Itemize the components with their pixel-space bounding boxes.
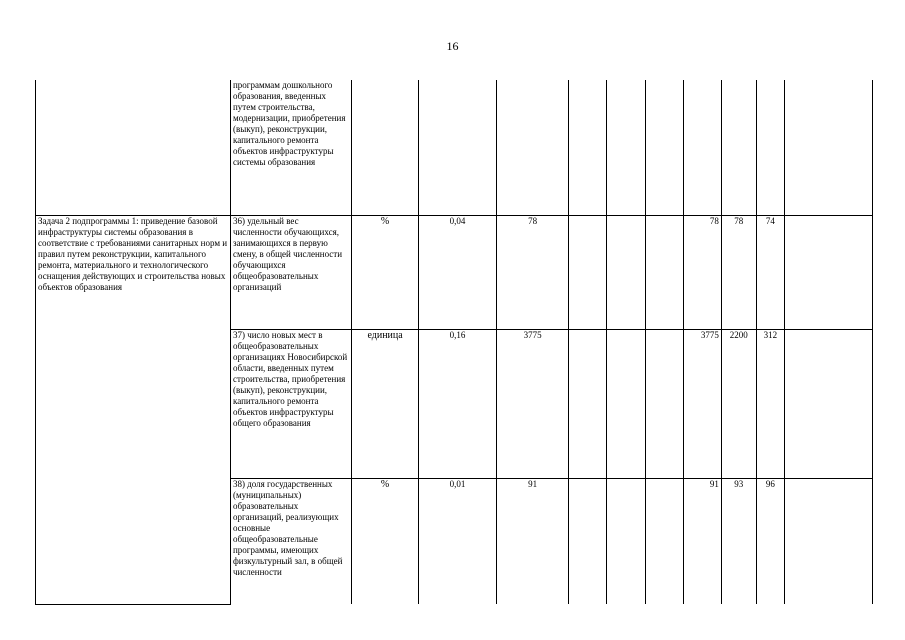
year-5-cell: 2200 [721, 329, 756, 478]
task-cell: Задача 2 подпрограммы 1: приведение базовой инфраструктуры системы образования в соответствие с требованиями санитарных норм и правил путем реконструкции, капитального ремонта, материального и технологического оснащения действующих и строительства новых объектов образования [36, 215, 231, 604]
unit-cell [352, 80, 418, 215]
year-2-cell [606, 478, 646, 604]
base-value-cell [497, 80, 568, 215]
year-4-cell [684, 80, 722, 215]
year-6-cell: 312 [756, 329, 785, 478]
year-1-cell [568, 478, 606, 604]
base-value-cell: 78 [497, 215, 568, 329]
indicator-cell: 37) число новых мест в общеобразовательных организациях Новосибирской области, введенных путем строительства, приобретения (выкуп), реконструкции, капитального ремонта объектов инфраструктуры общего образования [230, 329, 351, 478]
year-3-cell [646, 215, 684, 329]
year-3-cell [646, 329, 684, 478]
year-2-cell [606, 80, 646, 215]
weight-cell: 0,04 [418, 215, 497, 329]
weight-cell: 0,01 [418, 478, 497, 604]
year-1-cell [568, 329, 606, 478]
year-6-cell: 74 [756, 215, 785, 329]
note-cell [785, 80, 873, 215]
year-6-cell [756, 80, 785, 215]
program-indicators-table [35, 80, 873, 605]
year-4-cell: 91 [684, 478, 722, 604]
year-4-cell: 78 [684, 215, 722, 329]
task-cell-continued [36, 80, 231, 215]
year-5-cell [721, 80, 756, 215]
year-1-cell [568, 80, 606, 215]
weight-cell [418, 80, 497, 215]
year-3-cell [646, 80, 684, 215]
note-cell [785, 478, 873, 604]
unit-cell: % [352, 215, 418, 329]
weight-cell: 0,16 [418, 329, 497, 478]
note-cell [785, 215, 873, 329]
indicator-cell: 36) удельный вес численности обучающихся, занимающихся в первую смену, в общей численности обучающихся общеобразовательных организаций [230, 215, 351, 329]
year-5-cell: 78 [721, 215, 756, 329]
indicator-cell: 38) доля государственных (муниципальных) образовательных организаций, реализующих основные общеобразовательные программы, имеющих физкультурный зал, в общей численности [230, 478, 351, 604]
table-row [36, 80, 873, 215]
page-number: 16 [446, 39, 459, 53]
unit-cell: единица [352, 329, 418, 478]
base-value-cell: 3775 [497, 329, 568, 478]
table-row [36, 215, 873, 329]
year-1-cell [568, 215, 606, 329]
indicator-cell: программам дошкольного образования, введенных путем строительства, модернизации, приобретения (выкуп), реконструкции, капитального ремонта объектов инфраструктуры системы образования [230, 80, 351, 215]
note-cell [785, 329, 873, 478]
year-2-cell [606, 329, 646, 478]
year-6-cell: 96 [756, 478, 785, 604]
year-5-cell: 93 [721, 478, 756, 604]
base-value-cell: 91 [497, 478, 568, 604]
unit-cell: % [352, 478, 418, 604]
year-4-cell: 3775 [684, 329, 722, 478]
year-2-cell [606, 215, 646, 329]
year-3-cell [646, 478, 684, 604]
